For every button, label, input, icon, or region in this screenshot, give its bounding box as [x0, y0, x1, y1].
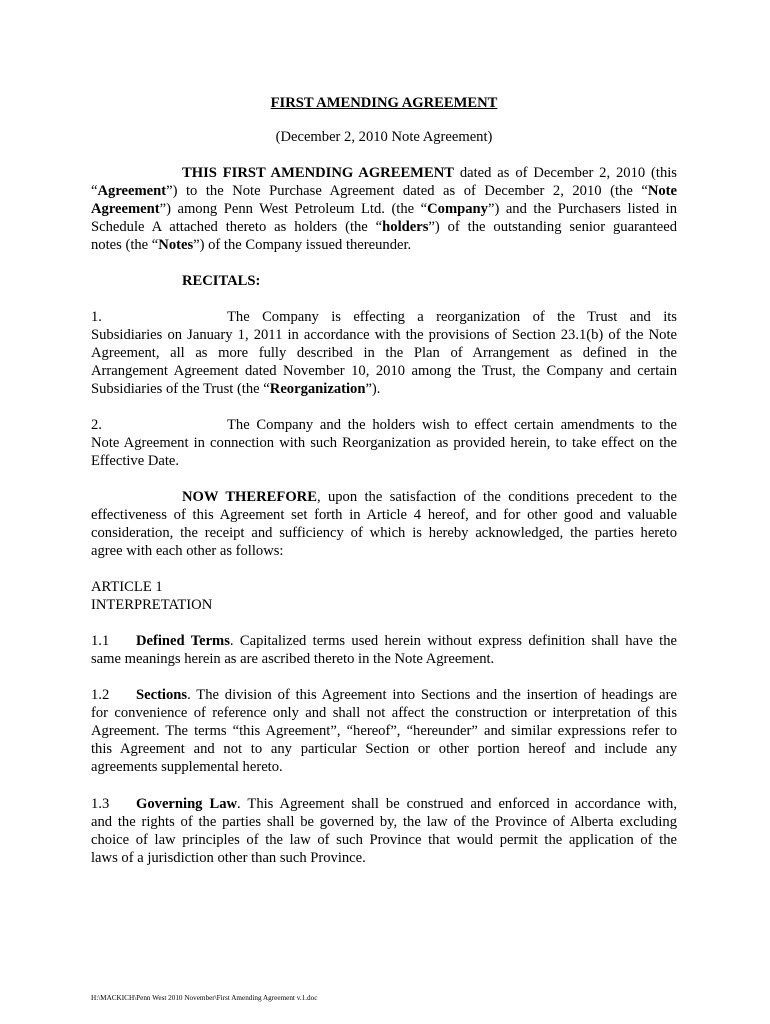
section-1-3-number: 1.3 — [91, 796, 110, 812]
intro-line-5: notes (the “Notes”) of the Company issued thereunder. — [91, 237, 412, 253]
section-1-1-number: 1.1 — [91, 633, 110, 649]
document-subtitle: (December 2, 2010 Note Agreement) — [275, 129, 493, 145]
recital-1-line-2: Subsidiaries on January 1, 2011 in accordance with the provisions of Section 23.1(b) of the Note — [91, 327, 677, 343]
now-therefore-line-1: NOW THEREFORE, upon the satisfaction of the conditions precedent to the — [182, 489, 677, 505]
section-1-2-line-3: Agreement. The terms “this Agreement”, “hereof”, “hereunder” and similar expressions refer to — [91, 723, 677, 739]
section-1-3-line-4: laws of a jurisdiction other than such Province. — [91, 850, 366, 866]
now-therefore-line-2: effectiveness of this Agreement set forth in Article 4 hereof, and for other good and valuable — [91, 507, 677, 523]
recital-2-line-2: Note Agreement in connection with such Reorganization as provided herein, to take effect on the — [91, 435, 677, 451]
now-therefore-line-3: consideration, the receipt and sufficiency of which is hereby acknowledged, the parties hereto — [91, 525, 677, 541]
section-1-3-line-3: choice of law principles of the law of such Province that would permit the application of the — [91, 832, 677, 848]
section-1-1-line-2: same meanings herein as are ascribed thereto in the Note Agreement. — [91, 651, 495, 667]
intro-line-1: THIS FIRST AMENDING AGREEMENT dated as of December 2, 2010 (this — [182, 165, 677, 181]
recital-1-line-3: Agreement, all as more fully described in the Plan of Arrangement as defined in the — [91, 345, 677, 361]
article-1-heading: INTERPRETATION — [91, 597, 213, 613]
recital-1-number: 1. — [91, 309, 102, 325]
recital-2-line-1: 2. The Company and the holders wish to effect certain amendments to the — [91, 417, 677, 433]
recital-2-number: 2. — [91, 417, 102, 433]
intro-bold-term: THIS FIRST AMENDING AGREEMENT — [182, 165, 454, 181]
intro-line-2: “Agreement”) to the Note Purchase Agreement dated as of December 2, 2010 (the “Note — [91, 183, 677, 199]
recital-2-line-3: Effective Date. — [91, 453, 180, 469]
recitals-heading: RECITALS: — [182, 273, 261, 289]
recital-1-line-5: Subsidiaries of the Trust (the “Reorganization”). — [91, 381, 381, 397]
section-1-2-heading: Sections — [136, 687, 188, 703]
section-1-2-number: 1.2 — [91, 687, 110, 703]
section-1-3-heading: Governing Law — [136, 796, 238, 812]
recital-1-line-1: 1. The Company is effecting a reorganization of the Trust and its — [91, 309, 677, 325]
document-footer-path: H:\MACKICH\Penn West 2010 November\First Amending Agreement v.1.doc — [91, 994, 318, 1002]
recital-1-line-4: Arrangement Agreement dated November 10, 2010 among the Trust, the Company and certain — [91, 363, 677, 379]
section-1-1-line-1: 1.1 Defined Terms. Capitalized terms used herein without express definition shall have the — [91, 633, 677, 649]
section-1-3-line-1: 1.3 Governing Law. This Agreement shall be construed and enforced in accordance with, — [91, 796, 677, 812]
section-1-2-line-1: 1.2 Sections. The division of this Agreement into Sections and the insertion of headings are — [91, 687, 677, 703]
section-1-2-line-5: agreements supplemental hereto. — [91, 759, 283, 775]
now-therefore-line-4: agree with each other as follows: — [91, 543, 284, 559]
section-1-2-line-2: for convenience of reference only and shall not affect the construction or interpretation of this — [91, 705, 677, 721]
intro-line-3: Agreement”) among Penn West Petroleum Ltd. (the “Company”) and the Purchasers listed in — [91, 201, 677, 217]
document-title: FIRST AMENDING AGREEMENT — [270, 95, 498, 111]
intro-line-4: Schedule A attached thereto as holders (the “holders”) of the outstanding senior guaranteed — [91, 219, 677, 235]
section-1-1-heading: Defined Terms — [136, 633, 230, 649]
section-1-2-line-4: this Agreement and not to any particular Section or other portion hereof and include any — [91, 741, 677, 757]
article-1-label: ARTICLE 1 — [91, 579, 163, 595]
section-1-3-line-2: and the rights of the parties shall be governed by, the law of the Province of Alberta excluding — [91, 814, 677, 830]
